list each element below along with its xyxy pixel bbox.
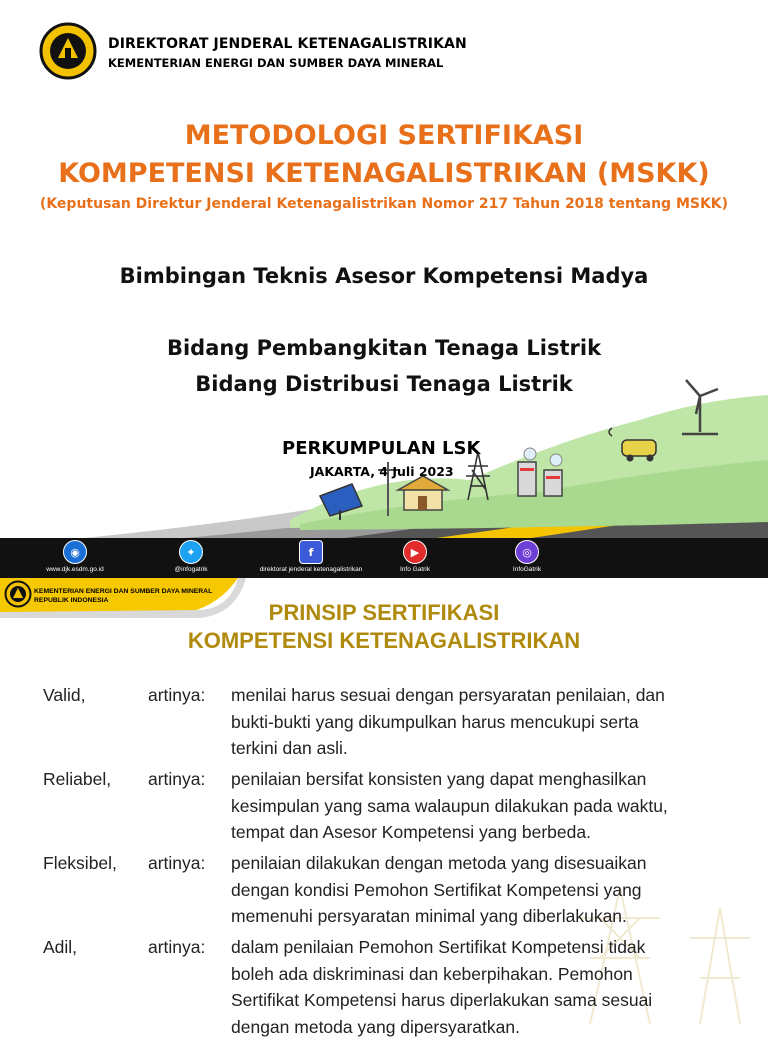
- definition-text: penilaian dilakukan dengan metoda yang disesuaikan dengan kondisi Pemohon Sertifikat Kompetensi yang memenuhi persyaratan minimal yang diberlakukan.: [231, 853, 647, 926]
- definition-text: menilai harus sesuai dengan persyaratan penilaian, dan bukti-bukti yang dikumpulkan harus mencukupi serta terkini dan asli.: [231, 685, 665, 758]
- facebook-icon: f: [299, 540, 323, 564]
- social-instagram[interactable]: [462, 538, 592, 573]
- twitter-icon: ✦: [179, 540, 203, 564]
- globe-icon: ◉: [63, 540, 87, 564]
- slide-title-line2: KOMPETENSI KETENAGALISTRIKAN: [187, 628, 581, 653]
- slide-title-line1: PRINSIP SERTIFIKASI: [268, 600, 500, 625]
- social-label: InfoGatrik: [512, 566, 542, 573]
- social-twitter[interactable]: [126, 538, 256, 573]
- social-label: @infogatrik: [174, 566, 208, 573]
- ministry-name: KEMENTERIAN ENERGI DAN SUMBER DAYA MINERAL: [108, 56, 444, 70]
- title-line1: METODOLOGI SERTIFIKASI: [184, 120, 584, 151]
- decree-subtitle: (Keputusan Direktur Jenderal Ketenagalistrikan Nomor 217 Tahun 2018 tentang MSKK): [39, 196, 729, 212]
- social-website[interactable]: [10, 538, 140, 573]
- definition-connector: artinya:: [148, 853, 206, 873]
- directorate-name: DIREKTORAT JENDERAL KETENAGALISTRIKAN: [108, 36, 467, 52]
- field-generation: Bidang Pembangkitan Tenaga Listrik: [166, 336, 602, 360]
- esdm-logo-icon: [38, 22, 98, 80]
- youtube-icon: ▶: [403, 540, 427, 564]
- country-name: REPUBLIK INDONESIA: [34, 597, 109, 604]
- training-title: Bimbingan Teknis Asesor Kompetensi Madya: [119, 264, 649, 288]
- title-line2: KOMPETENSI KETENAGALISTRIKAN (MSKK): [58, 158, 710, 189]
- definition-term: Reliabel,: [43, 769, 112, 789]
- definition-term: Valid,: [43, 685, 86, 705]
- instagram-icon: ◎: [515, 540, 539, 564]
- social-label: direktorat jenderal ketenagalistrikan: [259, 566, 363, 573]
- principles-slide: [0, 578, 768, 1037]
- field-distribution: Bidang Distribusi Tenaga Listrik: [195, 372, 573, 396]
- event-date: JAKARTA, 4 Juli 2023: [310, 464, 454, 479]
- social-label: www.djk.esdm.go.id: [46, 566, 104, 573]
- ministry-name: KEMENTERIAN ENERGI DAN SUMBER DAYA MINERAL: [34, 588, 213, 595]
- definition-connector: artinya:: [148, 769, 206, 789]
- definition-term: Fleksibel,: [43, 853, 117, 873]
- definition-term: Adil,: [43, 937, 78, 957]
- definition-connector: artinya:: [148, 937, 206, 957]
- social-youtube[interactable]: [350, 538, 480, 573]
- social-label: Info Gatrik: [400, 566, 430, 573]
- definition-text: dalam penilaian Pemohon Sertifikat Kompetensi tidak boleh ada diskriminasi dan keberpihakan. Pemohon Sertifikat Kompetensi harus diperlakukan sama sesuai dengan metoda yang dipersyaratkan.: [231, 937, 653, 1037]
- definition-text: penilaian bersifat konsisten yang dapat menghasilkan kesimpulan yang sama walaupun dilakukan pada waktu, tempat dan Asesor Kompetensi yang berbeda.: [231, 769, 668, 842]
- event-name: PERKUMPULAN LSK: [282, 438, 481, 459]
- definition-connector: artinya:: [148, 685, 206, 705]
